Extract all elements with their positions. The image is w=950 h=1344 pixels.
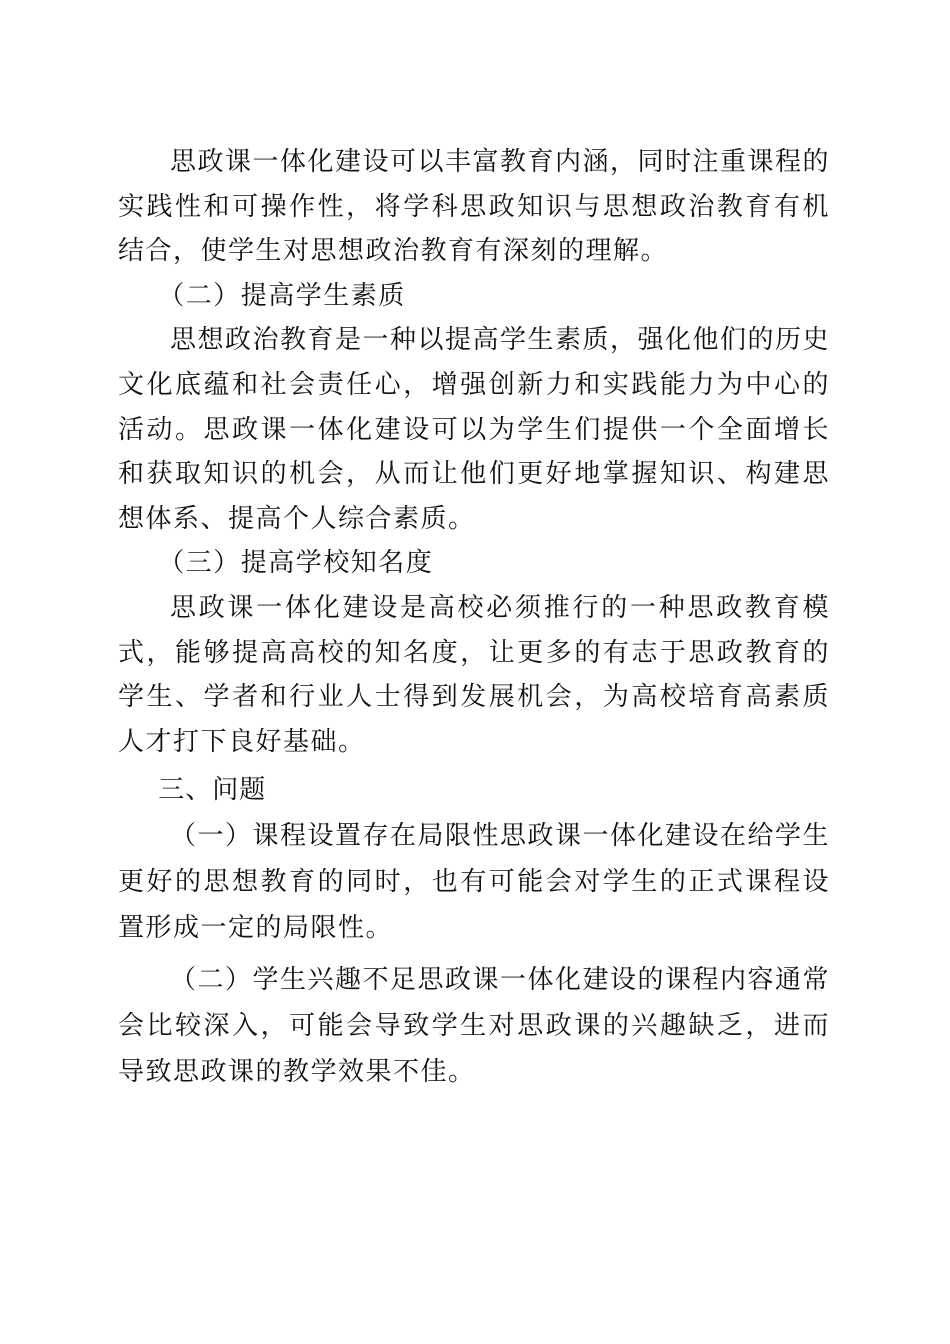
paragraph-integration-benefits: 思政课一体化建设可以丰富教育内涵，同时注重课程的实践性和可操作性，将学科思政知识与思想政治教育有机结合，使学生对思想政治教育有深刻的理解。 bbox=[118, 147, 831, 267]
subheading-improve-student-quality: （二）提高学生素质 bbox=[158, 280, 406, 311]
subheading-improve-school-reputation: （三）提高学校知名度 bbox=[158, 548, 434, 579]
paragraph-school-reputation: 思政课一体化建设是高校必须推行的一种思政教育模式，能够提高高校的知名度，让更多的有志于思政教育的学生、学者和行业人士得到发展机会，为高校培育高素质人才打下良好基础。 bbox=[118, 592, 830, 757]
section-heading-problems: 三、问题 bbox=[158, 775, 267, 806]
document-body bbox=[118, 140, 830, 1095]
paragraph-student-interest: （二）学生兴趣不足思政课一体化建设的课程内容通常会比较深入，可能会导致学生对思政课的兴趣缺乏，进而导致思政课的教学效果不佳。 bbox=[118, 964, 831, 1087]
paragraph-student-quality: 思想政治教育是一种以提高学生素质，强化他们的历史文化底蕴和社会责任心，增强创新力和实践能力为中心的活动。思政课一体化建设可以为学生们提供一个全面增长和获取知识的机会，从而让他们更好地掌握知识、构建思想体系、提高个人综合素质。 bbox=[118, 325, 831, 534]
paragraph-course-limitation: （一）课程设置存在局限性思政课一体化建设在给学生更好的思想教育的同时，也有可能会对学生的正式课程设置形成一定的局限性。 bbox=[118, 820, 831, 943]
